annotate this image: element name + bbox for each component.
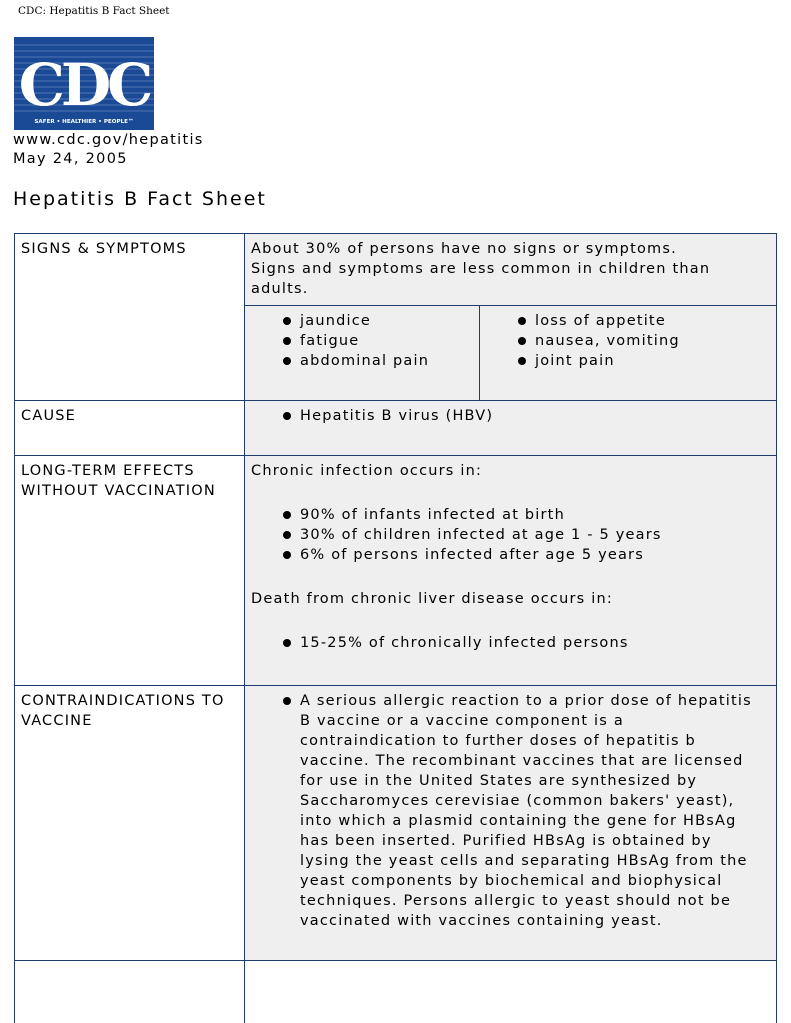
death-list	[275, 633, 770, 653]
symptom-list-right	[510, 311, 770, 371]
signs-line-2: Signs and symptoms are less common in children than adults.	[251, 261, 711, 297]
signs-label: SIGNS & SYMPTOMS	[21, 241, 187, 257]
list-item: loss of appetite	[510, 311, 770, 331]
cdc-logo	[14, 37, 154, 130]
list-item: nausea, vomiting	[510, 331, 770, 351]
signs-line-1: About 30% of persons have no signs or symptoms.	[251, 241, 677, 257]
publish-date: May 24, 2005	[13, 151, 128, 167]
site-url[interactable]: www.cdc.gov/hepatitis	[13, 132, 204, 148]
signs-list-left-cell	[244, 305, 480, 401]
list-item: jaundice	[275, 311, 473, 331]
cause-list	[275, 406, 770, 426]
list-item: 6% of persons infected after age 5 years	[275, 545, 770, 565]
symptom-list-left	[275, 311, 473, 371]
chronic-infection-list	[275, 505, 770, 565]
long-term-label: LONG-TERM EFFECTS WITHOUT VACCINATION	[21, 463, 216, 499]
site-info	[13, 131, 204, 169]
svg-text:SAFER • HEALTHIER • PEOPLE™: SAFER • HEALTHIER • PEOPLE™	[34, 119, 134, 125]
cause-cell	[244, 400, 777, 456]
list-item: fatigue	[275, 331, 473, 351]
list-item: joint pain	[510, 351, 770, 371]
list-item: 15-25% of chronically infected persons	[275, 633, 770, 653]
cause-label: CAUSE	[21, 408, 77, 424]
list-item: A serious allergic reaction to a prior dose of hepatitis B vaccine or a vaccine component is a contraindication to further doses of hepatitis b vaccine. The recombinant vaccines that are licensed for use in the United States are synthesized by Saccharomyces cerevisiae (common bakers' yeast), into which a plasmid containing the gene for HBsAg has been inserted. Purified HBsAg is obtained by lysing the yeast cells and separating HBsAg from the yeast components by biochemical and biophysical techniques. Persons allergic to yeast should not be vaccinated with vaccines containing yeast.	[275, 691, 766, 931]
long-term-header-cell	[14, 455, 245, 686]
signs-header-cell	[14, 233, 245, 401]
next-row-cell	[244, 960, 777, 1023]
contra-label: CONTRAINDICATIONS TO VACCINE	[21, 693, 225, 729]
list-item: Hepatitis B virus (HBV)	[275, 406, 770, 426]
svg-text:CDC: CDC	[18, 51, 150, 119]
list-item: 30% of children infected at age 1 - 5 years	[275, 525, 770, 545]
contra-list	[275, 691, 766, 931]
page-title: Hepatitis B Fact Sheet	[13, 188, 267, 210]
list-item: abdominal pain	[275, 351, 473, 371]
list-item: 90% of infants infected at birth	[275, 505, 770, 525]
signs-list-right-cell	[479, 305, 777, 401]
next-row-header-cell	[14, 960, 245, 1023]
print-header: CDC: Hepatitis B Fact Sheet	[18, 5, 170, 17]
long-term-cell	[244, 455, 777, 686]
contra-header-cell	[14, 685, 245, 961]
contra-cell	[244, 685, 777, 961]
cause-header-cell	[14, 400, 245, 456]
death-intro: Death from chronic liver disease occurs in:	[251, 591, 613, 607]
signs-description-cell	[244, 233, 777, 306]
cdc-logo-graphic	[14, 37, 154, 130]
chronic-infection-intro: Chronic infection occurs in:	[251, 463, 483, 479]
